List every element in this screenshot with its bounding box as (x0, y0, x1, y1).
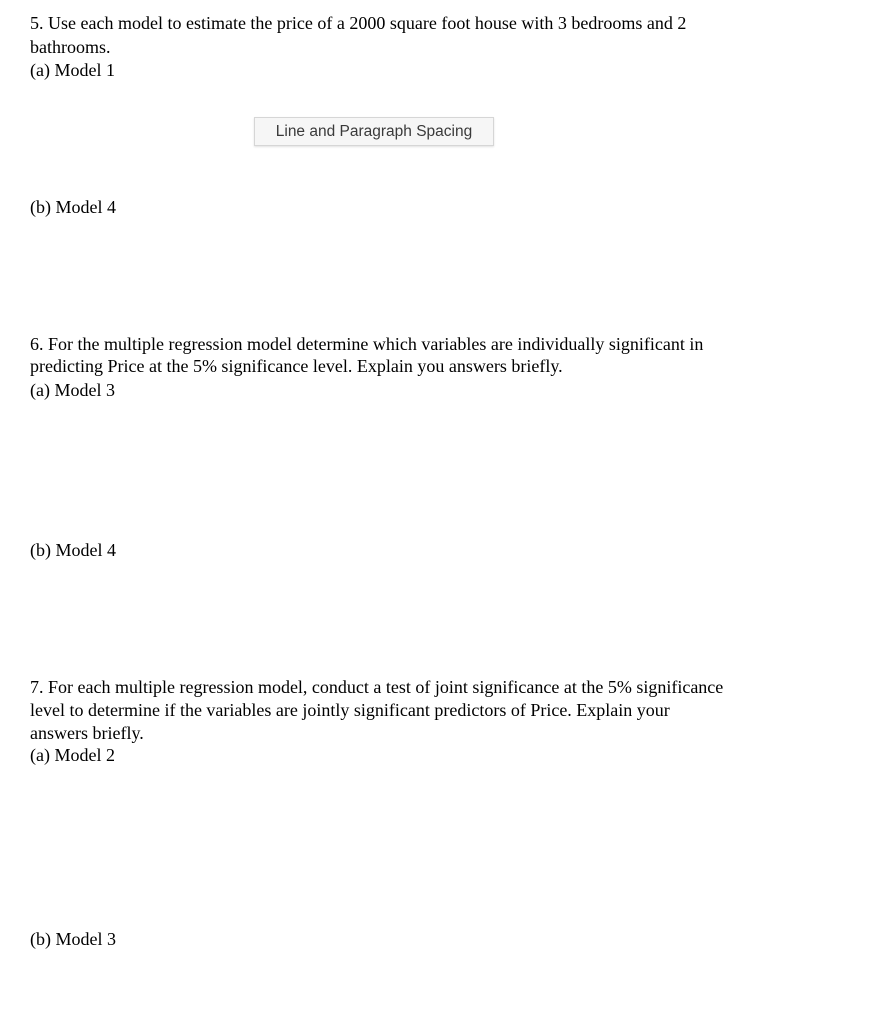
question-7-part-a: (a) Model 2 (30, 745, 115, 765)
question-5-line-2: bathrooms. (30, 37, 111, 57)
question-5-line-1: 5. Use each model to estimate the price of a 2000 square foot house with 3 bedrooms and 2 (30, 13, 687, 33)
question-7-line-2: level to determine if the variables are jointly significant predictors of Price. Explain your (30, 700, 670, 720)
line-paragraph-spacing-tooltip: Line and Paragraph Spacing (254, 117, 494, 146)
question-7-line-3: answers briefly. (30, 723, 144, 743)
question-6-part-b: (b) Model 4 (30, 540, 116, 560)
question-5-part-a: (a) Model 1 (30, 60, 115, 80)
question-5-part-b: (b) Model 4 (30, 197, 116, 217)
question-6-part-a: (a) Model 3 (30, 380, 115, 400)
question-6-line-1: 6. For the multiple regression model determine which variables are individually significant in (30, 334, 704, 354)
question-7-part-b: (b) Model 3 (30, 929, 116, 949)
question-6-line-2: predicting Price at the 5% significance level. Explain you answers briefly. (30, 356, 563, 376)
question-7-line-1: 7. For each multiple regression model, conduct a test of joint significance at the 5% significance (30, 677, 724, 697)
